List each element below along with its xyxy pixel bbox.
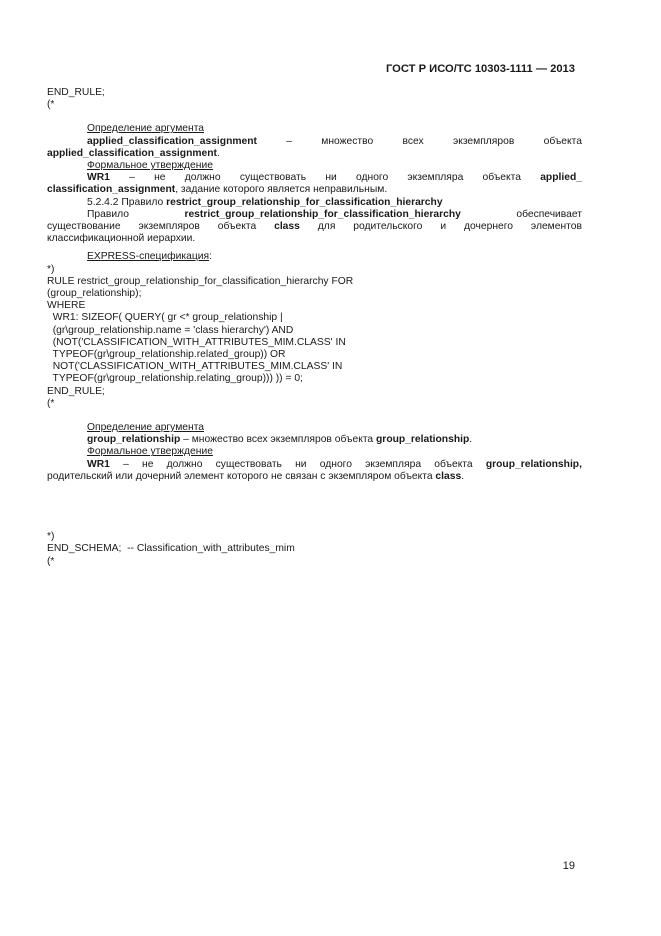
code-line: (gr\group_relationship.name = 'class hierarchy') AND	[47, 324, 294, 336]
standard-header: ГОСТ Р ИСО/ТС 10303-1111 — 2013	[385, 63, 575, 75]
express-heading: EXPRESS-спецификация:	[87, 251, 212, 263]
argument-definition-line-2: applied_classification_assignment.	[47, 147, 220, 159]
formal-statement-2-line-1: WR1 – не должно существовать ни одного экземпляра объекта group_relationship,	[87, 458, 582, 470]
code-line: (NOT('CLASSIFICATION_WITH_ATTRIBUTES_MIM.CLASS' IN	[47, 336, 346, 348]
code-line: END_SCHEMA; -- Classification_with_attributes_mim	[47, 543, 295, 555]
code-line: (*	[47, 555, 55, 567]
code-line: RULE restrict_group_relationship_for_classification_hierarchy FOR	[47, 275, 354, 287]
code-line: TYPEOF(gr\group_relationship.relating_group))) )) = 0;	[47, 373, 303, 385]
formal-statement-2-line-2: родительский или дочерний элемент которого не связан с экземпляром объекта class.	[47, 470, 465, 482]
code-line: NOT('CLASSIFICATION_WITH_ATTRIBUTES_MIM.CLASS' IN	[47, 361, 343, 373]
section-title: 5.2.4.2 Правило restrict_group_relationship_for_classification_hierarchy	[87, 196, 443, 208]
section-text-line-1: Правило restrict_group_relationship_for_classification_hierarchy обеспечивает	[87, 208, 582, 220]
code-line: TYPEOF(gr\group_relationship.related_group)) OR	[47, 349, 286, 361]
code-line: WHERE	[47, 300, 86, 312]
argument-definition-heading: Определение аргумента	[87, 123, 205, 135]
formal-statement-heading: Формальное утверждение	[87, 160, 213, 172]
code-line: WR1: SIZEOF( QUERY( gr <* group_relationship |	[47, 312, 283, 324]
formal-statement-heading-2: Формальное утверждение	[87, 446, 213, 458]
formal-statement-line-1: WR1 – не должно существовать ни одного экземпляра объекта applied_	[87, 172, 582, 184]
code-line: (group_relationship);	[47, 288, 142, 300]
argument-definition-line-1: applied_classification_assignment – множество всех экземпляров объекта	[87, 135, 582, 147]
comment-open-line: (*	[47, 99, 55, 111]
formal-statement-line-2: classification_assignment, задание которого является неправильным.	[47, 184, 388, 196]
argument-definition-heading-2: Определение аргумента	[87, 422, 205, 434]
express-code-block	[47, 264, 582, 410]
section-text-line-2: существование экземпляров объекта class для родительского и дочернего элементов	[47, 221, 582, 233]
code-line: (*	[47, 397, 55, 409]
section-text-line-3: классификационной иерархии.	[47, 233, 196, 245]
code-line: *)	[47, 531, 55, 543]
code-line: END_RULE;	[47, 385, 105, 397]
code-line: *)	[47, 263, 55, 275]
page-number: 19	[562, 860, 575, 872]
schema-end-block	[47, 531, 582, 568]
end-rule-line: END_RULE;	[47, 87, 105, 98]
document-body	[47, 87, 582, 568]
argument-definition-2-line: group_relationship – множество всех экземпляров объекта group_relationship.	[87, 434, 473, 446]
